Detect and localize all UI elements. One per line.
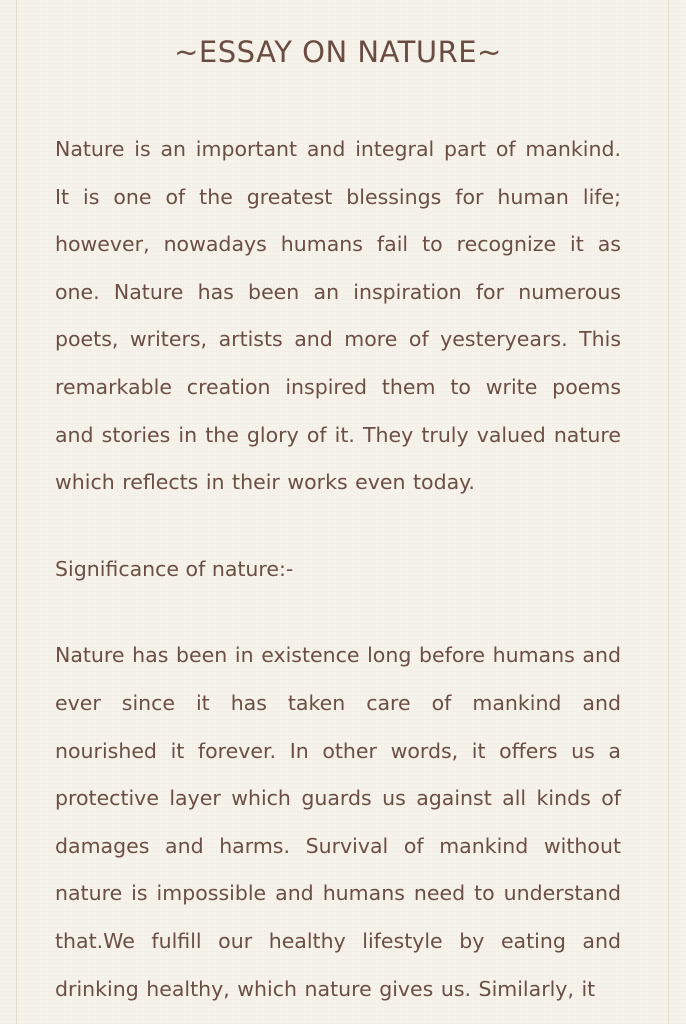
essay-title: ~ESSAY ON NATURE~ (174, 35, 502, 69)
intro-paragraph: Nature is an important and integral part of mankind. It is one of the greatest blessings for human life; however, nowadays humans fail to recognize it as one. Nature has been an inspiration for numerous poets, writers, artists and more of yesteryears. This remarkable creation inspired them to write poems and stories in the glory of it. They truly valued nature which reflects in their works even today. (55, 137, 621, 495)
section-paragraph: Nature has been in existence long before humans and ever since it has taken care of mankind and nourished it forever. In other words, it offers us a protective layer which guards us against all kinds of damages and harms. Survival of mankind without nature is impossible and humans need to understand that.We fulfill our healthy lifestyle by eating and drinking healthy, which nature gives us. Similarly, it (55, 643, 621, 1001)
essay-content (55, 24, 621, 1013)
left-margin-line (16, 0, 17, 1024)
section-heading: Significance of nature:- (55, 556, 294, 581)
right-margin-line (668, 0, 669, 1024)
